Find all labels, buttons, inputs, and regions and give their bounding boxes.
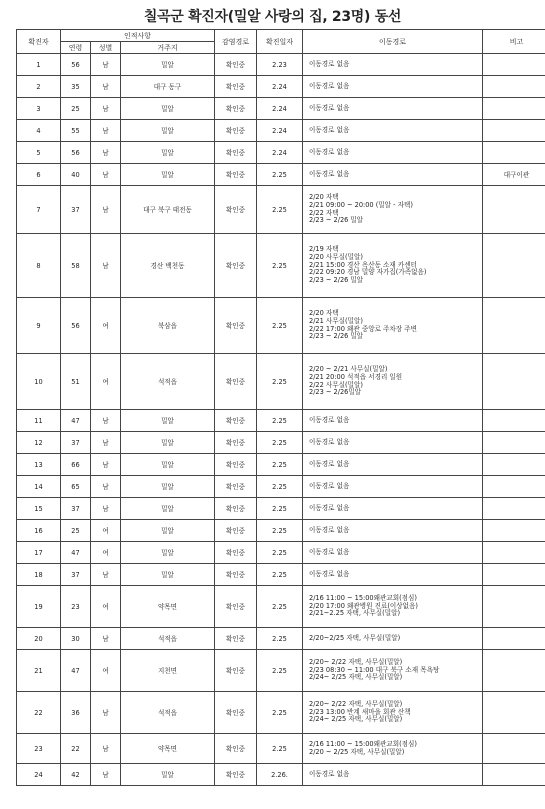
movement-line: 이동경로 없음 <box>309 437 350 446</box>
cell-sex: 남 <box>91 628 121 650</box>
cell-movement <box>303 734 483 764</box>
cell-residence: 밀알 <box>121 98 215 120</box>
cell-confirm-date: 2.24 <box>257 76 303 98</box>
cell-sex: 남 <box>91 454 121 476</box>
cell-sex: 남 <box>91 98 121 120</box>
cell-note <box>483 542 545 564</box>
movement-line: 2/20 ~ 2/25 자택, 사무실(밀알) <box>309 747 405 756</box>
table-row <box>17 586 545 628</box>
movement-line: 2/22 자택 <box>309 208 339 217</box>
table-row <box>17 98 545 120</box>
table-row <box>17 410 545 432</box>
page-title: 칠곡군 확진자(밀알 사랑의 집, 23명) 동선 <box>143 9 402 25</box>
cell-residence: 석적읍 <box>121 628 215 650</box>
cell-residence: 경산 백천동 <box>121 234 215 298</box>
cell-residence: 북삼읍 <box>121 298 215 354</box>
cell-movement <box>303 628 483 650</box>
cell-sex: 남 <box>91 432 121 454</box>
cell-movement <box>303 498 483 520</box>
movement-line: 2/21~2.25 자택, 사무실(밀알) <box>309 609 401 618</box>
movement-line: 2/24~ 2/25 자택, 사무실(밀알) <box>309 715 403 724</box>
table-row <box>17 76 545 98</box>
cell-sex: 남 <box>91 186 121 234</box>
cell-movement <box>303 432 483 454</box>
header-personal: 인적사항 <box>61 30 215 42</box>
cell-age: 56 <box>61 298 91 354</box>
table-row <box>17 520 545 542</box>
cell-infection-route: 확인중 <box>215 142 257 164</box>
cell-movement <box>303 764 483 786</box>
cell-case-no: 12 <box>17 432 61 454</box>
cell-movement <box>303 542 483 564</box>
cell-sex: 남 <box>91 54 121 76</box>
movement-line: 이동경로 없음 <box>309 459 350 468</box>
cell-residence: 대구 북구 태전동 <box>121 186 215 234</box>
cell-confirm-date: 2.25 <box>257 650 303 692</box>
table-row <box>17 764 545 786</box>
movement-line: 2/24~ 2/25 자택, 사무실(밀알) <box>309 673 403 682</box>
cell-note <box>483 354 545 410</box>
header-age: 연령 <box>61 42 91 54</box>
cell-residence: 밀알 <box>121 454 215 476</box>
cell-note <box>483 142 545 164</box>
cell-residence: 밀알 <box>121 564 215 586</box>
cell-confirm-date: 2.25 <box>257 354 303 410</box>
cell-movement <box>303 692 483 734</box>
movement-line: 이동경로 없음 <box>309 569 350 578</box>
cell-residence: 석적읍 <box>121 354 215 410</box>
cell-infection-route: 확인중 <box>215 164 257 186</box>
movement-line: 2/22 사무실(밀알) <box>309 380 363 389</box>
table-row <box>17 692 545 734</box>
header-note: 비고 <box>483 30 545 54</box>
cell-residence: 밀알 <box>121 54 215 76</box>
movement-line: 이동경로 없음 <box>309 103 350 112</box>
cell-infection-route: 확인중 <box>215 764 257 786</box>
cell-sex: 남 <box>91 734 121 764</box>
cell-note <box>483 734 545 764</box>
cell-age: 58 <box>61 234 91 298</box>
cell-sex: 남 <box>91 692 121 734</box>
cell-infection-route: 확인중 <box>215 520 257 542</box>
cell-age: 37 <box>61 432 91 454</box>
movement-line: 2/23 08:30 ~ 11:00 대구 북구 소재 목욕탕 <box>309 665 440 674</box>
cell-case-no: 16 <box>17 520 61 542</box>
cell-note <box>483 298 545 354</box>
cell-sex: 남 <box>91 234 121 298</box>
cell-sex: 남 <box>91 476 121 498</box>
movement-line: 2/19 자택 <box>309 245 339 253</box>
cell-case-no: 3 <box>17 98 61 120</box>
table-row <box>17 628 545 650</box>
header-confirm-date: 확진일자 <box>257 30 303 54</box>
cell-sex: 남 <box>91 410 121 432</box>
cell-infection-route: 확인중 <box>215 650 257 692</box>
cell-residence: 밀알 <box>121 476 215 498</box>
cell-age: 42 <box>61 764 91 786</box>
movement-line: 2/23 ~ 2/26밀알 <box>309 388 362 397</box>
movement-line: 2/20 ~ 2/21 사무실(밀알) <box>309 364 388 373</box>
movement-line: 2/22 17:00 왜관 중앙로 주차장 주변 <box>309 324 417 333</box>
cell-sex: 남 <box>91 764 121 786</box>
cell-confirm-date: 2.25 <box>257 564 303 586</box>
cell-note <box>483 234 545 298</box>
movement-line: 2/20~ 2/22 자택, 사무실(밀알) <box>309 657 403 666</box>
cell-age: 47 <box>61 542 91 564</box>
cell-residence: 대구 동구 <box>121 76 215 98</box>
movement-line: 2/16 11:00 ~ 15:00왜관교회(점심) <box>309 593 417 602</box>
cell-infection-route: 확인중 <box>215 186 257 234</box>
movement-line: 이동경로 없음 <box>309 525 350 534</box>
cell-confirm-date: 2.25 <box>257 234 303 298</box>
cell-infection-route: 확인중 <box>215 298 257 354</box>
cell-residence: 지천면 <box>121 650 215 692</box>
cell-infection-route: 확인중 <box>215 410 257 432</box>
movement-line: 2/23 13:00 반계 새마을 회관 산책 <box>309 707 411 716</box>
cell-case-no: 22 <box>17 692 61 734</box>
cell-case-no: 20 <box>17 628 61 650</box>
cell-confirm-date: 2.25 <box>257 586 303 628</box>
cell-age: 56 <box>61 54 91 76</box>
cell-infection-route: 확인중 <box>215 98 257 120</box>
table-row <box>17 734 545 764</box>
cell-sex: 여 <box>91 298 121 354</box>
cell-confirm-date: 2.24 <box>257 120 303 142</box>
cell-sex: 여 <box>91 542 121 564</box>
cell-confirm-date: 2.25 <box>257 628 303 650</box>
cell-infection-route: 확인중 <box>215 628 257 650</box>
table-row <box>17 432 545 454</box>
cell-note: 대구이관 <box>483 164 545 186</box>
table-row <box>17 454 545 476</box>
movement-line: 이동경로 없음 <box>309 547 350 556</box>
movement-line: 이동경로 없음 <box>309 125 350 134</box>
cell-movement <box>303 520 483 542</box>
cell-infection-route: 확인중 <box>215 54 257 76</box>
header-case-no: 확진자 <box>17 30 61 54</box>
cell-movement <box>303 354 483 410</box>
cell-age: 51 <box>61 354 91 410</box>
cell-note <box>483 498 545 520</box>
cell-sex: 여 <box>91 520 121 542</box>
cell-age: 65 <box>61 476 91 498</box>
cell-note <box>483 692 545 734</box>
header-movement: 이동경로 <box>303 30 483 54</box>
cell-case-no: 13 <box>17 454 61 476</box>
cell-residence: 밀알 <box>121 432 215 454</box>
cell-movement <box>303 186 483 234</box>
cell-movement <box>303 54 483 76</box>
cell-confirm-date: 2.25 <box>257 476 303 498</box>
cell-case-no: 23 <box>17 734 61 764</box>
cell-case-no: 9 <box>17 298 61 354</box>
cell-age: 22 <box>61 734 91 764</box>
cell-confirm-date: 2.25 <box>257 164 303 186</box>
cell-confirm-date: 2.26. <box>257 764 303 786</box>
table-row <box>17 476 545 498</box>
cell-note <box>483 410 545 432</box>
table-row <box>17 498 545 520</box>
cell-note <box>483 650 545 692</box>
cell-infection-route: 확인중 <box>215 76 257 98</box>
cell-residence: 약목면 <box>121 734 215 764</box>
cell-sex: 남 <box>91 76 121 98</box>
cell-case-no: 21 <box>17 650 61 692</box>
cell-movement <box>303 410 483 432</box>
cell-infection-route: 확인중 <box>215 234 257 298</box>
cell-age: 37 <box>61 498 91 520</box>
cell-movement <box>303 298 483 354</box>
cell-confirm-date: 2.25 <box>257 454 303 476</box>
cell-movement <box>303 564 483 586</box>
cell-infection-route: 확인중 <box>215 564 257 586</box>
cell-case-no: 15 <box>17 498 61 520</box>
table-row <box>17 542 545 564</box>
cell-confirm-date: 2.25 <box>257 432 303 454</box>
cell-movement <box>303 586 483 628</box>
movement-line: 2/23 ~ 2/26 밀알 <box>309 332 364 341</box>
cell-confirm-date: 2.25 <box>257 520 303 542</box>
cell-case-no: 19 <box>17 586 61 628</box>
cell-sex: 여 <box>91 586 121 628</box>
cell-confirm-date: 2.24 <box>257 142 303 164</box>
cell-infection-route: 확인중 <box>215 692 257 734</box>
movement-line: 이동경로 없음 <box>309 415 350 424</box>
movement-line: 이동경로 없음 <box>309 59 350 68</box>
cell-infection-route: 확인중 <box>215 542 257 564</box>
cell-residence: 약목면 <box>121 586 215 628</box>
cell-infection-route: 확인중 <box>215 454 257 476</box>
table-row <box>17 186 545 234</box>
cell-confirm-date: 2.25 <box>257 542 303 564</box>
table-row <box>17 650 545 692</box>
movement-line: 2/20 자택 <box>309 192 339 201</box>
cell-case-no: 4 <box>17 120 61 142</box>
cell-note <box>483 432 545 454</box>
cell-note <box>483 54 545 76</box>
table-row <box>17 54 545 76</box>
cell-infection-route: 확인중 <box>215 354 257 410</box>
cell-residence: 밀알 <box>121 410 215 432</box>
cell-age: 35 <box>61 76 91 98</box>
cell-infection-route: 확인중 <box>215 586 257 628</box>
cell-movement <box>303 76 483 98</box>
movement-line: 2/23 ~ 2/26 밀알 <box>309 276 364 285</box>
cell-age: 23 <box>61 586 91 628</box>
cell-movement <box>303 120 483 142</box>
movement-line: 2/21 사무실(밀알) <box>309 316 363 325</box>
cell-age: 30 <box>61 628 91 650</box>
cell-residence: 밀알 <box>121 164 215 186</box>
movement-line: 이동경로 없음 <box>309 769 350 778</box>
cell-infection-route: 확인중 <box>215 120 257 142</box>
cell-age: 37 <box>61 186 91 234</box>
cell-note <box>483 564 545 586</box>
cell-note <box>483 98 545 120</box>
cell-sex: 남 <box>91 498 121 520</box>
cell-age: 25 <box>61 520 91 542</box>
cell-movement <box>303 234 483 298</box>
cell-case-no: 5 <box>17 142 61 164</box>
table-row <box>17 298 545 354</box>
cell-age: 47 <box>61 650 91 692</box>
cell-infection-route: 확인중 <box>215 432 257 454</box>
movement-line: 2/21 15:00 경산 옥산동 소재 카센터 <box>309 260 417 269</box>
cell-sex: 남 <box>91 120 121 142</box>
cell-residence: 밀알 <box>121 764 215 786</box>
cell-confirm-date: 2.25 <box>257 410 303 432</box>
cell-age: 56 <box>61 142 91 164</box>
cell-confirm-date: 2.25 <box>257 498 303 520</box>
cell-residence: 밀알 <box>121 498 215 520</box>
cell-note <box>483 764 545 786</box>
cell-infection-route: 확인중 <box>215 734 257 764</box>
table-row <box>17 234 545 298</box>
cell-age: 37 <box>61 564 91 586</box>
movement-line: 2/16 11:00 ~ 15:00왜관교회(점심) <box>309 739 417 748</box>
cell-movement <box>303 650 483 692</box>
header-sex: 성별 <box>91 42 121 54</box>
cell-case-no: 18 <box>17 564 61 586</box>
cell-age: 40 <box>61 164 91 186</box>
movement-line: 2/22 09:20 경남 밀양 자가집(가족없음) <box>309 268 427 277</box>
movement-line: 이동경로 없음 <box>309 169 350 178</box>
cell-movement <box>303 454 483 476</box>
cell-sex: 남 <box>91 164 121 186</box>
cell-residence: 밀알 <box>121 120 215 142</box>
cell-age: 36 <box>61 692 91 734</box>
cell-confirm-date: 2.25 <box>257 692 303 734</box>
cell-case-no: 6 <box>17 164 61 186</box>
cell-residence: 석적읍 <box>121 692 215 734</box>
cell-movement <box>303 98 483 120</box>
cell-note <box>483 520 545 542</box>
header-residence: 거주지 <box>121 42 215 54</box>
cell-note <box>483 454 545 476</box>
case-table <box>16 29 545 786</box>
cell-confirm-date: 2.25 <box>257 186 303 234</box>
movement-line: 2/20~ 2/22 자택, 사무실(밀알) <box>309 699 403 708</box>
cell-movement <box>303 476 483 498</box>
cell-infection-route: 확인중 <box>215 498 257 520</box>
cell-case-no: 8 <box>17 234 61 298</box>
cell-case-no: 7 <box>17 186 61 234</box>
cell-residence: 밀알 <box>121 542 215 564</box>
cell-age: 55 <box>61 120 91 142</box>
cell-sex: 남 <box>91 142 121 164</box>
movement-line: 2/20 사무실(밀알) <box>309 252 363 261</box>
movement-line: 2/21 09:00 ~ 20:00 (밀알 - 자택) <box>309 200 413 209</box>
cell-movement <box>303 142 483 164</box>
cell-confirm-date: 2.23 <box>257 54 303 76</box>
movement-line: 2/20~2/25 자택, 사무실(밀알) <box>309 633 401 642</box>
cell-case-no: 10 <box>17 354 61 410</box>
cell-residence: 밀알 <box>121 142 215 164</box>
cell-sex: 남 <box>91 564 121 586</box>
cell-case-no: 14 <box>17 476 61 498</box>
cell-residence: 밀알 <box>121 520 215 542</box>
cell-note <box>483 628 545 650</box>
cell-case-no: 17 <box>17 542 61 564</box>
cell-sex: 여 <box>91 650 121 692</box>
table-row <box>17 120 545 142</box>
cell-note <box>483 586 545 628</box>
table-row <box>17 164 545 186</box>
table-row <box>17 354 545 410</box>
movement-line: 이동경로 없음 <box>309 147 350 156</box>
movement-line: 이동경로 없음 <box>309 481 350 490</box>
movement-line: 2/21 20:00 석적읍 서경리 일원 <box>309 372 403 381</box>
cell-age: 66 <box>61 454 91 476</box>
table-row <box>17 564 545 586</box>
cell-case-no: 1 <box>17 54 61 76</box>
cell-confirm-date: 2.25 <box>257 734 303 764</box>
cell-sex: 여 <box>91 354 121 410</box>
table-row <box>17 142 545 164</box>
cell-case-no: 24 <box>17 764 61 786</box>
cell-movement <box>303 164 483 186</box>
cell-note <box>483 120 545 142</box>
cell-note <box>483 476 545 498</box>
movement-line: 2/20 17:00 왜관병원 진료(이상없음) <box>309 601 418 610</box>
header-infection-route: 감염경로 <box>215 30 257 54</box>
cell-confirm-date: 2.24 <box>257 98 303 120</box>
movement-line: 이동경로 없음 <box>309 81 350 90</box>
cell-confirm-date: 2.25 <box>257 298 303 354</box>
cell-case-no: 2 <box>17 76 61 98</box>
movement-line: 이동경로 없음 <box>309 503 350 512</box>
cell-age: 47 <box>61 410 91 432</box>
movement-line: 2/20 자택 <box>309 308 339 317</box>
cell-note <box>483 76 545 98</box>
cell-note <box>483 186 545 234</box>
cell-case-no: 11 <box>17 410 61 432</box>
movement-line: 2/23 ~ 2/26 밀알 <box>309 216 364 225</box>
cell-age: 25 <box>61 98 91 120</box>
cell-infection-route: 확인중 <box>215 476 257 498</box>
